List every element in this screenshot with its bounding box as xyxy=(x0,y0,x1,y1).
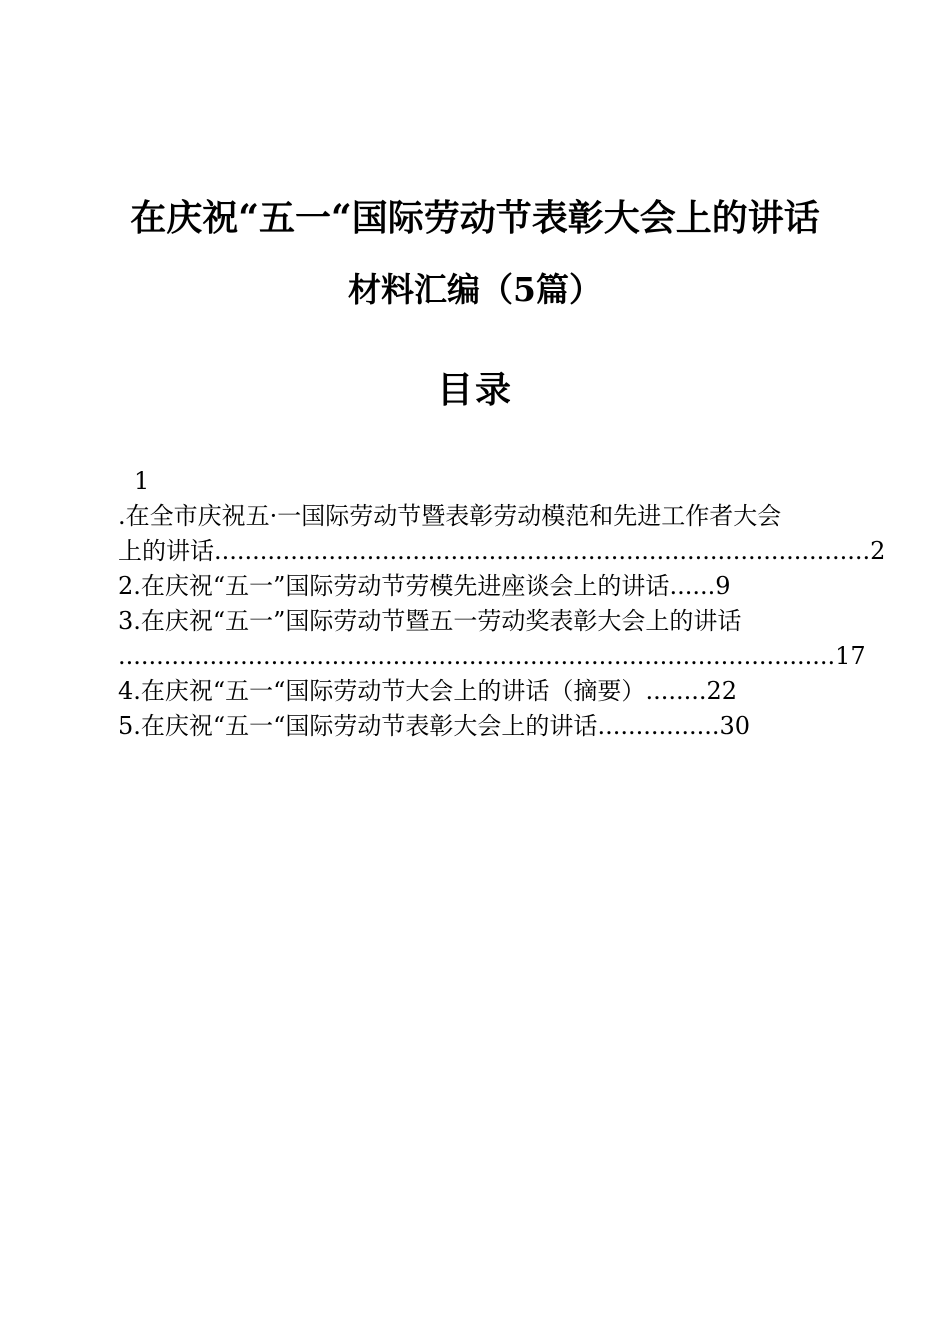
toc-item1-page: 2 xyxy=(870,537,886,565)
toc-heading: 目录 xyxy=(436,369,513,411)
toc-item4-leader: ........ xyxy=(645,677,707,705)
toc-item4-title: 4.在庆祝“五一“国际劳动节大会上的讲话（摘要） xyxy=(118,677,646,705)
toc-item2-title: 2.在庆祝“五一”国际劳动节劳模先进座谈会上的讲话 xyxy=(118,572,670,600)
toc-item1-leader: ...................................................................................... xyxy=(214,537,871,565)
document-title-line2: 材料汇编（5篇） xyxy=(348,270,602,309)
toc-item1-title: .在全市庆祝五·一国际劳动节暨表彰劳动模范和先进工作者大会 xyxy=(118,502,782,530)
toc-item5-leader: ................ xyxy=(597,712,720,740)
toc-item3-leader: .............................................................................................. xyxy=(118,642,836,670)
toc-item2-leader: ...... xyxy=(669,572,716,600)
table-of-contents xyxy=(118,464,886,744)
toc-item3-title: 3.在庆祝“五一”国际劳动节暨五一劳动奖表彰大会上的讲话 xyxy=(118,607,742,635)
toc-item3-continuation xyxy=(118,639,866,674)
toc-item3-page: 17 xyxy=(835,642,866,670)
toc-item1-continuation xyxy=(118,534,886,569)
toc-item2-page: 9 xyxy=(715,572,731,600)
toc-item4 xyxy=(118,674,828,709)
toc-item5-page: 30 xyxy=(719,712,751,740)
toc-item1-title-cont: 上的讲话 xyxy=(118,537,214,565)
toc-item1-number: 1 xyxy=(134,467,150,495)
document-title-line1: 在庆祝“五一“国际劳动节表彰大会上的讲话 xyxy=(130,197,820,239)
toc-item5-title: 5.在庆祝“五一“国际劳动节表彰大会上的讲话 xyxy=(118,712,598,740)
toc-item5 xyxy=(118,709,828,744)
toc-item2 xyxy=(118,569,828,604)
toc-item4-page: 22 xyxy=(706,677,738,705)
